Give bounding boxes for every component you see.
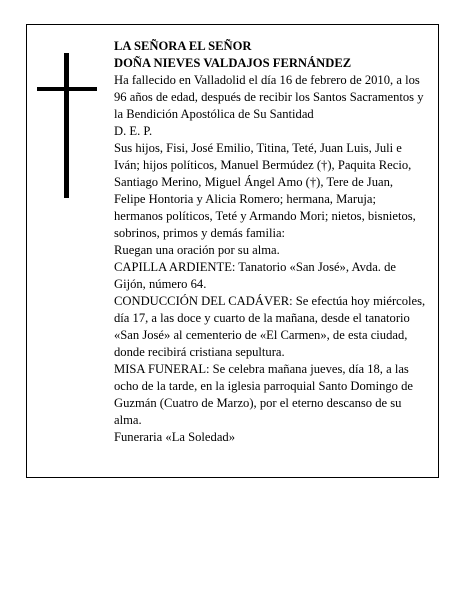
obituary-text (114, 38, 426, 446)
deceased-name: DOÑA NIEVES VALDAJOS FERNÁNDEZ (114, 56, 352, 70)
cross-vertical-bar (64, 53, 69, 198)
family-list: Sus hijos, Fisi, José Emilio, Titina, Teté, Juan Luis, Juli e Iván; hijos políticos, Manuel Bermúdez (†), Paquita Recio, Santiago Merino, Miguel Ángel Amo (†), Tere de Juan, Felipe Hontoria y Alicia Romero; hermana, Maruja; hermanos políticos, Teté y Armando Mori; nietos, bisnietos, sobrinos, primos y demás familia: (114, 141, 416, 240)
cross-icon (37, 53, 97, 198)
funeral-home: Funeraria «La Soledad» (114, 430, 235, 444)
death-announcement: Ha fallecido en Valladolid el día 16 de febrero de 2010, a los 96 años de edad, después de recibir los Santos Sacramentos y la Bendición Apostólica de Su Santidad (114, 73, 424, 121)
procession-label: CONDUCCIÓN DEL CADÁVER: (114, 294, 293, 308)
funeral-mass-info: MISA FUNERAL: Se celebra mañana jueves, día 18, a las ocho de la tarde, en la iglesia parroquial Santo Domingo de Guzmán (Cuatro de Marzo), por el eterno descanso de su alma. (114, 362, 414, 427)
cross-horizontal-bar (37, 87, 97, 91)
prayer-request: Ruegan una oración por su alma. (114, 243, 280, 257)
procession-info (114, 293, 426, 361)
heading-line-1: LA SEÑORA EL SEÑOR (114, 39, 252, 53)
rip-line: D. E. P. (114, 124, 153, 138)
chapel-info: CAPILLA ARDIENTE: Tanatorio «San José», Avda. de Gijón, número 64. (114, 260, 396, 291)
procession-details: Se efectúa hoy miércoles, día 17, a las doce y cuarto de la mañana, desde el tanatorio «San José» al cementerio de «El Carmen», de esta ciudad, donde recibirá cristiana sepultura. (114, 294, 426, 359)
